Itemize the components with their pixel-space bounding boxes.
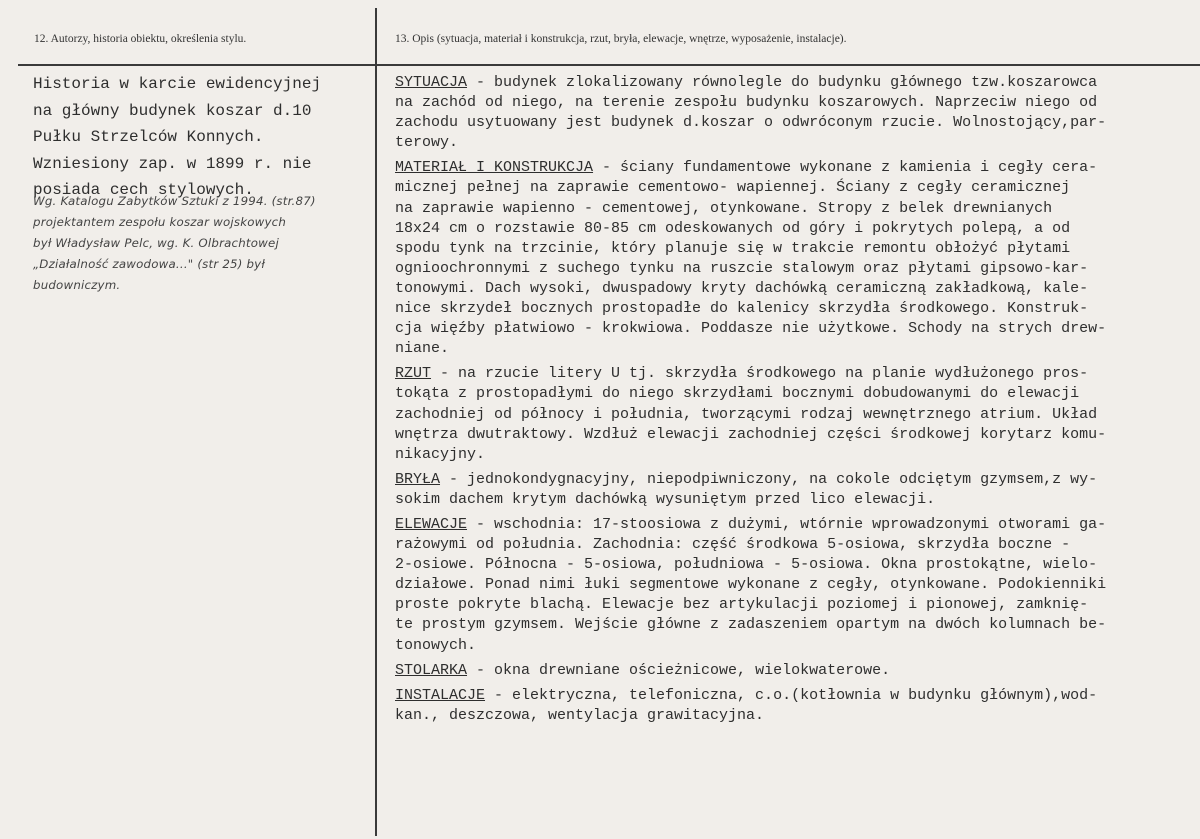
section-line: proste pokryte blachą. Elewacje bez artykulacji poziomej i pionowej, zamknię- bbox=[395, 596, 1089, 614]
section-heading: MATERIAŁ I KONSTRUKCJA bbox=[395, 159, 594, 177]
description-sections bbox=[395, 73, 1185, 731]
section-line bbox=[395, 686, 1185, 706]
section-materiał-i-konstrukcja bbox=[395, 158, 1185, 359]
handwritten-line: projektantem zespołu koszar wojskowych bbox=[33, 215, 287, 229]
section-text: - jednokondygnacyjny, niepodpiwniczony, na cokole odciętym gzymsem,z wy- bbox=[440, 470, 1098, 488]
section-line: na zachód od niego, na terenie zespołu budynku koszarowych. Naprzeciw niego od bbox=[395, 94, 1098, 112]
section-stolarka bbox=[395, 661, 1185, 681]
section-line: działowe. Ponad nimi łuki segmentowe wykonane z cegły, otynkowane. Podokienniki bbox=[395, 576, 1107, 594]
section-elewacje bbox=[395, 515, 1185, 656]
right-column-header: 13. Opis (sytuacja, materiał i konstrukcja, rzut, bryła, elewacje, wnętrze, wyposażenie, instalacje). bbox=[395, 33, 847, 45]
section-text: - na rzucie litery U tj. skrzydła środkowego na planie wydłużonego pros- bbox=[431, 365, 1089, 383]
right-header-rule bbox=[377, 64, 1200, 66]
section-sytuacja bbox=[395, 73, 1185, 153]
left-column-header: 12. Autorzy, historia obiektu, określenia stylu. bbox=[34, 33, 247, 45]
section-line: zachodniej od północy i południa, tworzącymi rodzaj wewnętrznego atrium. Układ bbox=[395, 405, 1098, 423]
section-line: nice skrzydeł bocznych prostopadłe do kalenicy skrzydła środkowego. Konstruk- bbox=[395, 300, 1089, 318]
history-line: posiada cech stylowych. bbox=[33, 181, 254, 200]
history-typed-text bbox=[33, 71, 373, 204]
handwritten-note bbox=[33, 191, 373, 296]
section-line: te prostym gzymsem. Wejście główne z zadaszeniem opartym na dwóch kolumnach be- bbox=[395, 616, 1107, 634]
section-heading: INSTALACJE bbox=[395, 686, 486, 704]
section-line: ognioochronnymi z suchego tynku na ruszcie stalowym oraz płytami gipsowo-kar- bbox=[395, 259, 1089, 277]
section-line bbox=[395, 515, 1185, 535]
section-line: niane. bbox=[395, 340, 450, 358]
section-line: 18x24 cm o rozstawie 80-85 cm odeskowanych od góry i pokrytych polepą, a od bbox=[395, 219, 1071, 237]
section-line bbox=[395, 73, 1185, 93]
section-rzut bbox=[395, 364, 1185, 464]
section-text: - budynek zlokalizowany równolegle do budynku głównego tzw.koszarowca bbox=[467, 74, 1098, 91]
section-text: - elektryczna, telefoniczna, c.o.(kotłownia w budynku głównym),wod- bbox=[485, 686, 1098, 704]
handwritten-line: był Władysław Pelc, wg. K. Olbrachtowej bbox=[33, 236, 279, 250]
history-line: Wzniesiony zap. w 1899 r. nie bbox=[33, 154, 312, 173]
history-line: Pułku Strzelców Konnych. bbox=[33, 128, 264, 147]
section-bryła bbox=[395, 470, 1185, 510]
section-line: 2-osiowe. Północna - 5-osiowa, południowa - 5-osiowa. Okna prostokątne, wielo- bbox=[395, 556, 1098, 574]
section-line: tonowych. bbox=[395, 636, 477, 654]
section-line: na zaprawie wapienno - cementowej, otynkowane. Stropy z belek drewnianych bbox=[395, 199, 1053, 217]
section-text: - wschodnia: 17-stoosiowa z dużymi, wtórnie wprowadzonymi otworami ga- bbox=[467, 515, 1107, 533]
section-heading: BRYŁA bbox=[395, 470, 441, 488]
section-line: terowy. bbox=[395, 134, 459, 152]
section-instalacje bbox=[395, 686, 1185, 726]
handwritten-line: Wg. Katalogu Zabytków Sztuki z 1994. (str.87) bbox=[33, 194, 316, 208]
handwritten-line: budowniczym. bbox=[33, 278, 121, 292]
left-header-rule bbox=[18, 64, 375, 66]
section-line: cja więźby płatwiowo - krokwiowa. Poddasze nie użytkowe. Schody na strych drew- bbox=[395, 320, 1107, 338]
section-line bbox=[395, 661, 1185, 681]
section-line: spodu tynk na trzcinie, który planuje się w trakcie remontu obłożyć płytami bbox=[395, 239, 1071, 257]
section-heading: RZUT bbox=[395, 365, 432, 383]
section-line: sokim dachem krytym dachówką wysuniętym przed lico elewacji. bbox=[395, 490, 936, 508]
section-line: rażowymi od południa. Zachodnia: część środkowa 5-osiowa, skrzydła boczne - bbox=[395, 536, 1071, 554]
handwritten-line: „Działalność zawodowa..." (str 25) był bbox=[33, 257, 265, 271]
section-text: - ściany fundamentowe wykonane z kamienia i cegły cera- bbox=[593, 159, 1098, 177]
section-line: nikacyjny. bbox=[395, 445, 486, 463]
section-heading: ELEWACJE bbox=[395, 515, 468, 533]
section-line: tokąta z prostopadłymi do niego skrzydłami bocznymi dobudowanymi do elewacji bbox=[395, 385, 1080, 403]
section-line: tonowymi. Dach wysoki, dwuspadowy kryty dachówką ceramiczną zakładkową, kale- bbox=[395, 279, 1089, 297]
section-line bbox=[395, 158, 1185, 178]
section-line: micznej pełnej na zaprawie cementowo- wapiennej. Ściany z cegły ceramicznej bbox=[395, 179, 1071, 197]
section-line: zachodu usytuowany jest budynek d.koszar o odwróconym rzucie. Wolnostojący,par- bbox=[395, 114, 1107, 132]
section-line bbox=[395, 470, 1185, 490]
section-text: - okna drewniane ościeżnicowe, wielokwaterowe. bbox=[467, 661, 891, 679]
section-line: wnętrza dwutraktowy. Wzdłuż elewacji zachodniej części środkowej korytarz komu- bbox=[395, 425, 1107, 443]
section-line bbox=[395, 364, 1185, 384]
history-line: Historia w karcie ewidencyjnej bbox=[33, 75, 322, 93]
history-line: na główny budynek koszar d.10 bbox=[33, 101, 312, 120]
section-heading: SYTUACJA bbox=[395, 74, 468, 91]
section-line: kan., deszczowa, wentylacja grawitacyjna. bbox=[395, 706, 765, 724]
section-heading: STOLARKA bbox=[395, 661, 468, 679]
column-divider bbox=[375, 8, 377, 836]
